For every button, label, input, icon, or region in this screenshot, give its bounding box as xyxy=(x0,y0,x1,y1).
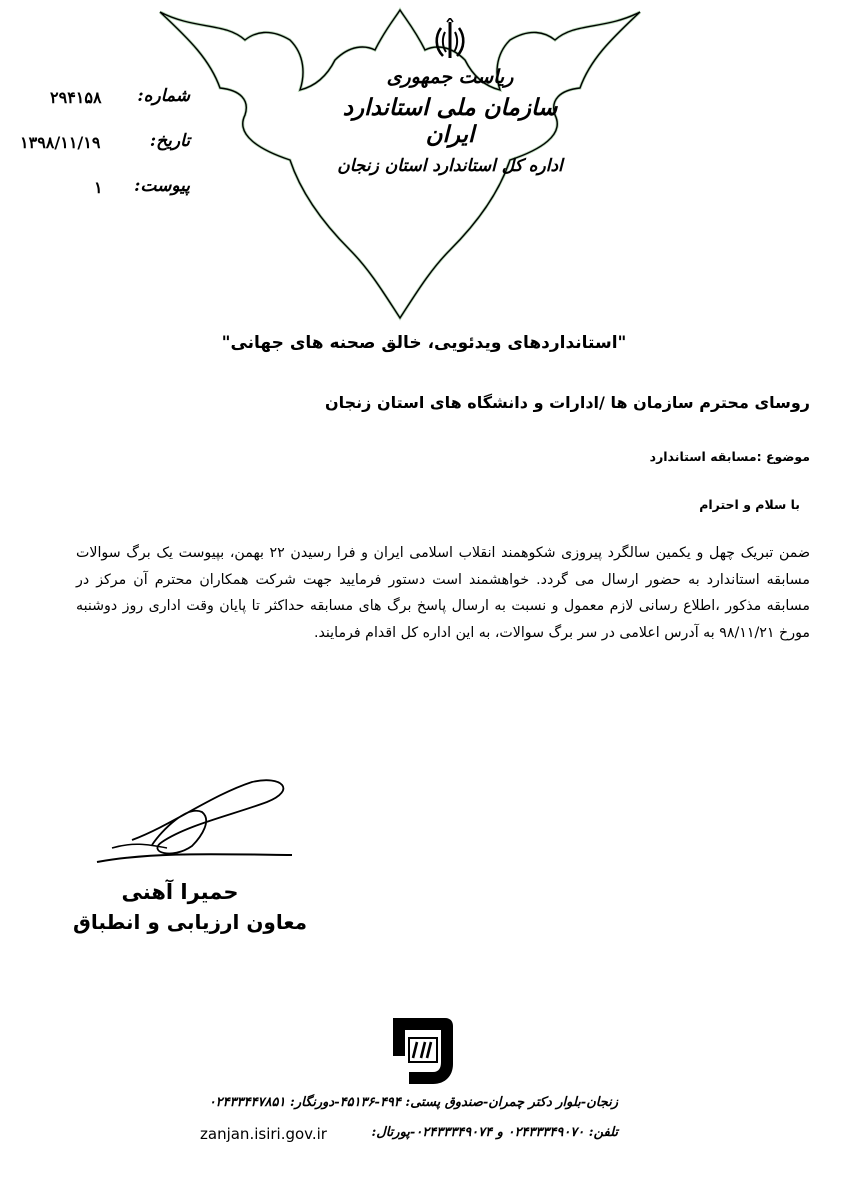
meta-date-value: ۱۳۹۸/۱۱/۱۹ xyxy=(20,133,101,152)
isiri-logo-icon xyxy=(389,1016,457,1088)
meta-number-label: شماره: xyxy=(137,86,190,106)
meta-date-row xyxy=(20,131,190,176)
meta-attachment-row xyxy=(20,176,190,221)
greeting: با سلام و احترام xyxy=(699,497,800,512)
recipient-line: روسای محترم سازمان ها /ادارات و دانشگاه های استان زنجان xyxy=(324,393,810,412)
header-organization: سازمان ملی استاندارد ایران xyxy=(342,94,558,148)
meta-number-value: ۲۹۴۱۵۸ xyxy=(50,88,102,107)
slogan: "استانداردهای ویدئویی، خالق صحنه های جهانی" xyxy=(221,333,627,353)
meta-attachment-label: پیوست: xyxy=(134,176,190,196)
letter-meta xyxy=(20,86,190,221)
footer-address: زنجان-بلوار دکتر چمران-صندوق پستی: ۴۹۴-۴۵۱۳۶-دورنگار: ۰۲۴۳۳۴۴۷۸۵۱ xyxy=(208,1095,618,1110)
header-presidency: ریاست جمهوری xyxy=(386,66,514,88)
signatory-title: معاون ارزیابی و انطباق xyxy=(72,910,308,934)
footer xyxy=(150,1095,618,1151)
letterhead-title xyxy=(320,18,580,176)
handwritten-signature xyxy=(92,770,302,880)
subject-line: موضوع :مسابقه استاندارد xyxy=(649,449,810,464)
signatory-name: حمیرا آهنی xyxy=(121,880,239,904)
footer-contact-row xyxy=(150,1125,618,1151)
meta-number-row xyxy=(20,86,190,131)
header-provincial-office: اداره کل استاندارد استان زنجان xyxy=(337,156,563,176)
meta-attachment-value: ۱ xyxy=(94,178,103,197)
meta-date-label: تاریخ: xyxy=(149,131,190,151)
footer-phone: تلفن: ۰۲۴۳۳۳۴۹۰۷۰ و ۰۲۴۳۳۳۴۹۰۷۴-پورتال: xyxy=(371,1125,618,1140)
footer-portal-url: zanjan.isiri.gov.ir xyxy=(200,1125,327,1143)
signatory xyxy=(70,880,310,934)
iran-emblem-icon xyxy=(427,18,473,64)
letter-body: ضمن تبریک چهل و یکمین سالگرد پیروزی شکوهمند انقلاب اسلامی ایران و فرا رسیدن ۲۲ بهمن، بپیوست یک برگ سوالات مسابقه استاندارد به حضور ارسال می گردد. خواهشمند است دستور فرمایید جهت شرکت همکاران محترم آن مرکز در مسابقه مذکور ،اطلاع رسانی لازم معمول و نسبت به ارسال پاسخ برگ های مسابقه حداکثر تا پایان وقت اداری روز دوشنبه مورخ ۹۸/۱۱/۲۱ به آدرس اعلامی در سر برگ سوالات، به این اداره کل اقدام فرمایند. xyxy=(76,545,810,641)
